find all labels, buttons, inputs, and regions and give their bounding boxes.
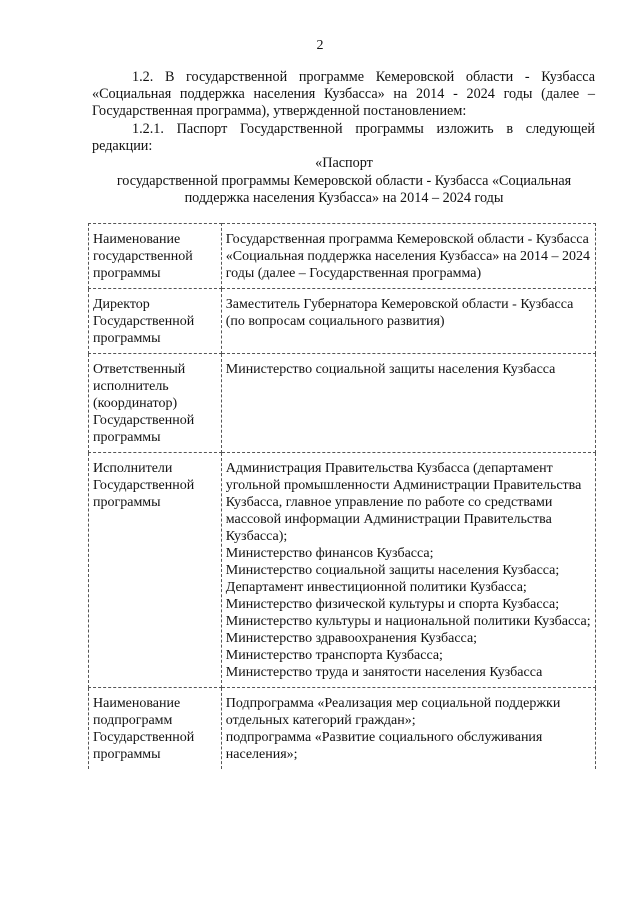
row-value-cell [221, 688, 595, 770]
table-row [89, 289, 596, 354]
row-value-cell [221, 289, 595, 354]
row-name-cell: Директор Государственной программы [89, 289, 222, 354]
value-line: Министерство труда и занятости населения Кузбасса [225, 665, 543, 680]
passport-table [88, 223, 596, 769]
row-value-cell [221, 354, 595, 453]
page-number: 2 [316, 38, 324, 53]
value-line: Государственная программа Кемеровской области - Кузбасса «Социальная поддержка населения Кузбасса» на 2014 – 2024 годы (далее – Государственная программа) [225, 232, 591, 281]
table-row [89, 688, 596, 770]
row-value-cell [221, 224, 595, 289]
value-line: Министерство социальной защиты населения Кузбасса [225, 362, 556, 377]
value-line: подпрограмма «Развитие социального обслуживания населения»; [225, 730, 543, 762]
row-name-cell: Наименование подпрограмм Государственной программы [89, 688, 222, 770]
intro-paragraph-1: 1.2. В государственной программе Кемеровской области - Кузбасса «Социальная поддержка населения Кузбасса» на 2014 - 2024 годы (далее – Государственная программа), утвержденной постановлением: [92, 69, 595, 119]
heading-line-1: «Паспорт [315, 155, 373, 171]
heading-line-2: государственной программы Кемеровской области - Кузбасса «Социальная [116, 172, 572, 189]
value-line: Министерство социальной защиты населения Кузбасса; [225, 563, 560, 578]
row-value-cell [221, 453, 595, 688]
value-line: Подпрограмма «Реализация мер социальной поддержки отдельных категорий граждан»; [225, 696, 561, 728]
value-line: Министерство здравоохранения Кузбасса; [225, 631, 478, 646]
row-name-cell: Исполнители Государственной программы [89, 453, 222, 688]
value-line: Департамент инвестиционной политики Кузбасса; [225, 580, 527, 595]
value-line: Заместитель Губернатора Кемеровской области - Кузбасса (по вопросам социального развития) [225, 297, 574, 329]
value-line: Министерство культуры и национальной политики Кузбасса; [225, 614, 591, 629]
value-line: Министерство финансов Кузбасса; [225, 546, 434, 561]
row-name-cell: Ответственный исполнитель (координатор) Государственной программы [89, 354, 222, 453]
table-row [89, 453, 596, 688]
value-line: Министерство транспорта Кузбасса; [225, 648, 443, 663]
intro-paragraph-2: 1.2.1. Паспорт Государственной программы изложить в следующей редакции: [92, 121, 595, 154]
value-line: Министерство физической культуры и спорта Кузбасса; [225, 597, 560, 612]
value-line: Администрация Правительства Кузбасса (департамент угольной промышленности Администрации Правительства Кузбасса, главное управление по работе со средствами массовой информации Администрации Правительства Кузбасса); [225, 461, 582, 544]
heading-line-3: поддержка населения Кузбасса» на 2014 – 2024 годы [184, 190, 504, 206]
table-row [89, 224, 596, 289]
table-row [89, 354, 596, 453]
passport-heading [80, 155, 608, 208]
row-name-cell: Наименование государственной программы [89, 224, 222, 289]
